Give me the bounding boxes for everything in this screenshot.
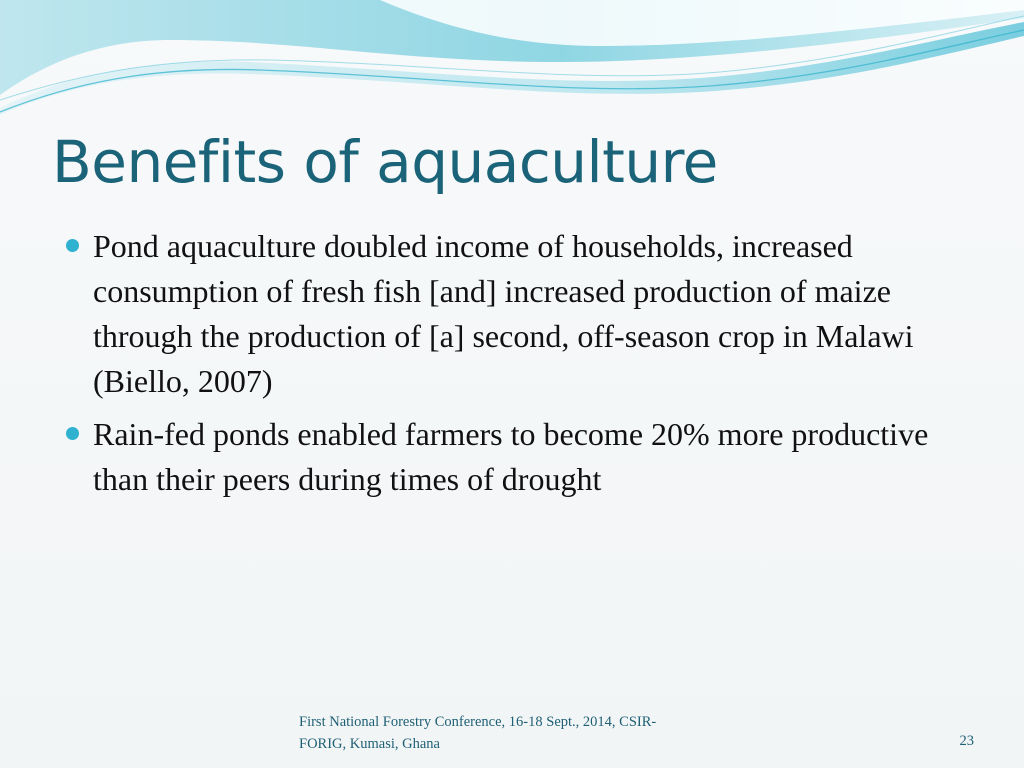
slide-title: Benefits of aquaculture [52, 128, 718, 196]
footer-text: First National Forestry Conference, 16-18 Sept., 2014, CSIR-FORIG, Kumasi, Ghana [299, 714, 657, 752]
bullet-list [64, 224, 964, 510]
bullet-text: Rain-fed ponds enabled farmers to become 20% more productive than their peers during times of drought [93, 416, 929, 497]
bullet-item [64, 224, 964, 404]
bullet-dot-icon [66, 427, 79, 440]
bullet-dot-icon [66, 239, 79, 252]
header-wave-decoration [0, 0, 1024, 130]
slide-number: 23 [959, 733, 974, 749]
bullet-item [64, 412, 964, 502]
bullet-text: Pond aquaculture doubled income of households, increased consumption of fresh fish [and] increased production of maize through the production of [a] second, off-season crop in Malawi (Biello, 2007) [93, 228, 914, 399]
